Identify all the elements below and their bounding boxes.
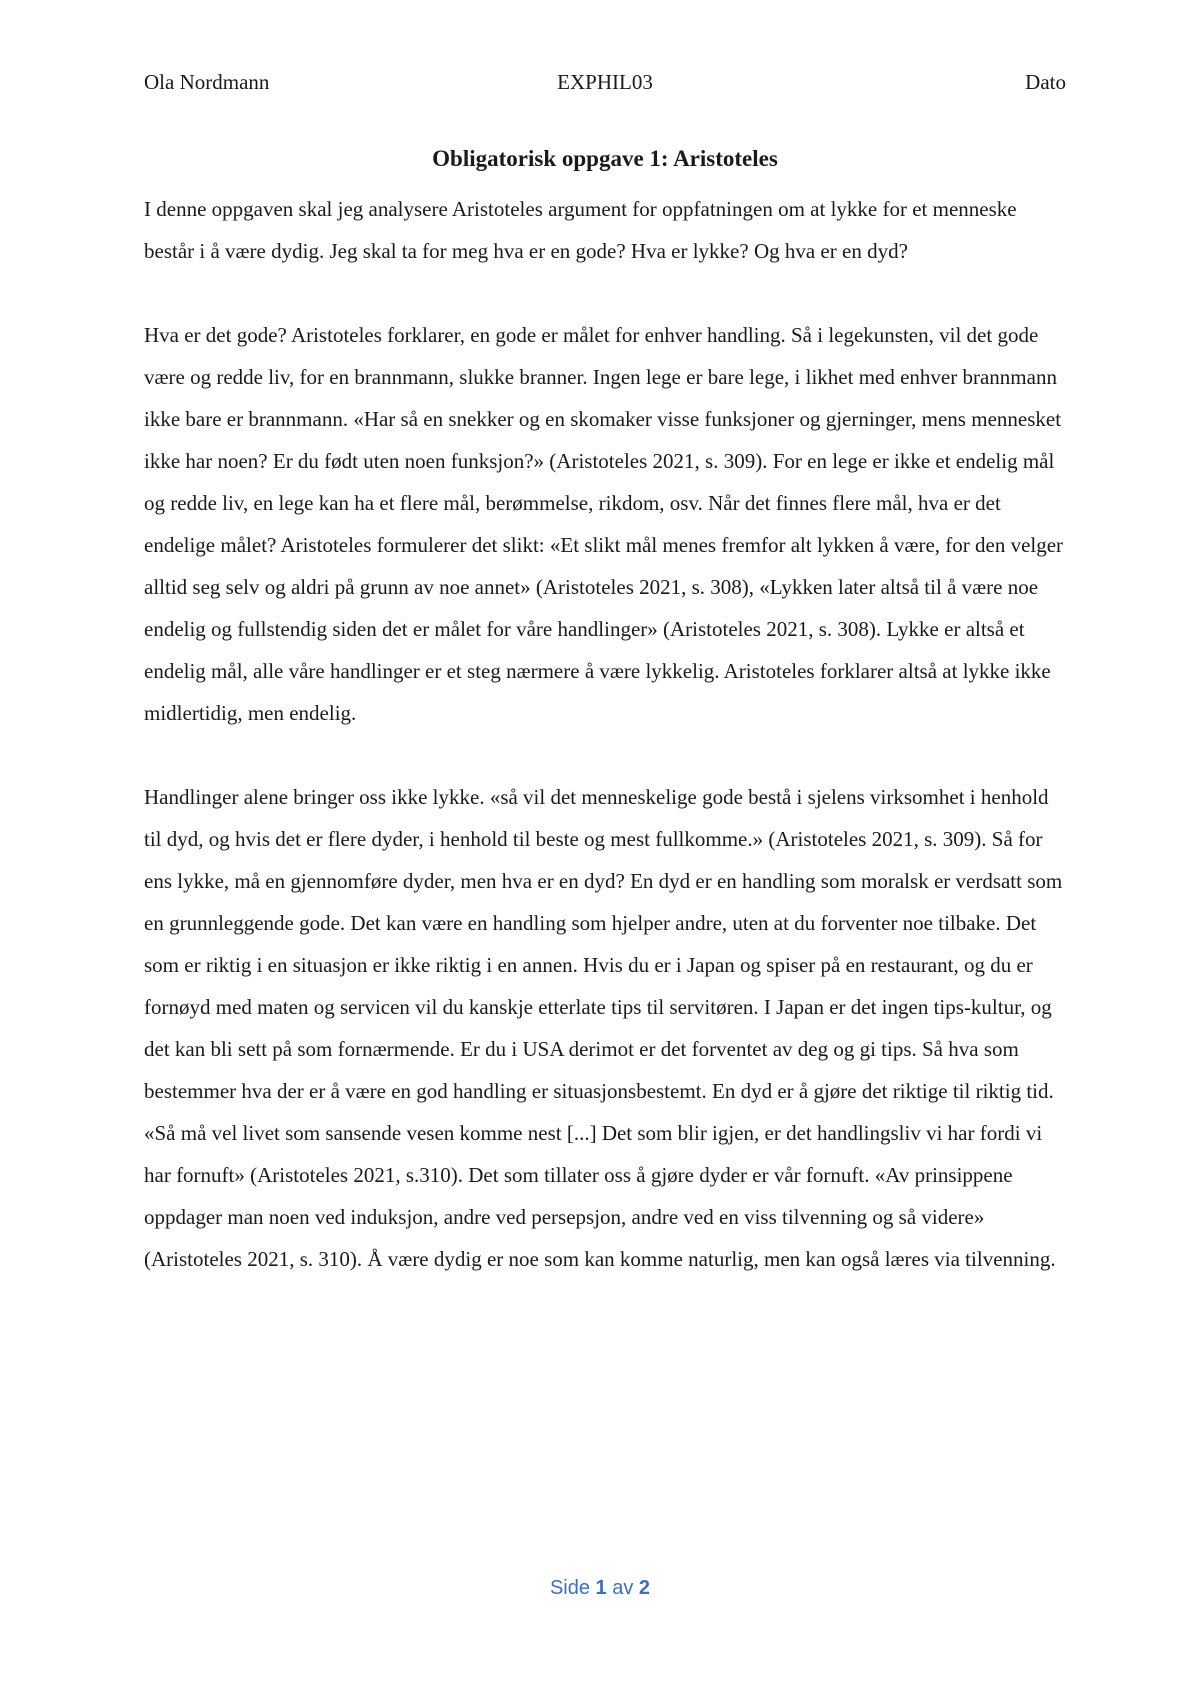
footer-current-page: 1 xyxy=(595,1577,607,1599)
header-author: Ola Nordmann xyxy=(144,70,270,94)
page-footer xyxy=(0,1577,1200,1600)
page-header xyxy=(144,70,1066,100)
document-title: Obligatorisk oppgave 1: Aristoteles xyxy=(432,146,778,171)
footer-prefix: Side xyxy=(549,1577,590,1599)
footer-separator: av xyxy=(612,1577,634,1599)
document-body xyxy=(144,188,1066,1322)
footer-total-pages: 2 xyxy=(638,1577,651,1599)
header-date: Dato xyxy=(1025,70,1066,94)
paragraph-the-good: Hva er det gode? Aristoteles forklarer, en gode er målet for enhver handling. Så i legekunsten, vil det gode være og redde liv, for en brannmann, slukke branner. Ingen lege er bare lege, i likhet med enhver brannmann ikke bare er brannmann. «Har så en snekker og en skomaker visse funksjoner og gjerninger, mens mennesket ikke har noen? Er du født uten noen funksjon?» (Aristoteles 2021, s. 309). For en lege er ikke et endelig mål og redde liv, en lege kan ha et flere mål, berømmelse, rikdom, osv. Når det finnes flere mål, hva er det endelige målet? Aristoteles formulerer det slikt: «Et slikt mål menes fremfor alt lykken å være, for den velger alltid seg selv og aldri på grunn av noe annet» (Aristoteles 2021, s. 308), «Lykken later altså til å være noe endelig og fullstendig siden det er målet for våre handlinger» (Aristoteles 2021, s. 308). Lykke er altså et endelig mål, alle våre handlinger er et steg nærmere å være lykkelig. Aristoteles forklarer altså at lykke ikke midlertidig, men endelig. xyxy=(144,323,1064,725)
paragraph-virtue: Handlinger alene bringer oss ikke lykke. «så vil det menneskelige gode bestå i sjelens virksomhet i henhold til dyd, og hvis det er flere dyder, i henhold til beste og mest fullkomme.» (Aristoteles 2021, s. 309). Så for ens lykke, må en gjennomføre dyder, men hva er en dyd? En dyd er en handling som moralsk er verdsatt som en grunnleggende gode. Det kan være en handling som hjelper andre, uten at du forventer noe tilbake. Det som er riktig i en situasjon er ikke riktig i en annen. Hvis du er i Japan og spiser på en restaurant, og du er fornøyd med maten og servicen vil du kanskje etterlate tips til servitøren. I Japan er det ingen tips-kultur, og det kan bli sett på som fornærmende. Er du i USA derimot er det forventet av deg og gi tips. Så hva som bestemmer hva der er å være en god handling er situasjonsbestemt. En dyd er å gjøre det riktige til riktig tid. «Så må vel livet som sansende vesen komme nest [...] Det som blir igjen, er det handlingsliv vi har fordi vi har fornuft» (Aristoteles 2021, s.310). Det som tillater oss å gjøre dyder er vår fornuft. «Av prinsippene oppdager man noen ved induksjon, andre ved persepsjon, andre ved en viss tilvenning og så videre» (Aristoteles 2021, s. 310). Å være dydig er noe som kan komme naturlig, men kan også læres via tilvenning. xyxy=(144,785,1063,1271)
header-course: EXPHIL03 xyxy=(557,70,653,94)
paragraph-intro: I denne oppgaven skal jeg analysere Aristoteles argument for oppfatningen om at lykke for et menneske består i å være dydig. Jeg skal ta for meg hva er en gode? Hva er lykke? Og hva er en dyd? xyxy=(144,197,1017,263)
